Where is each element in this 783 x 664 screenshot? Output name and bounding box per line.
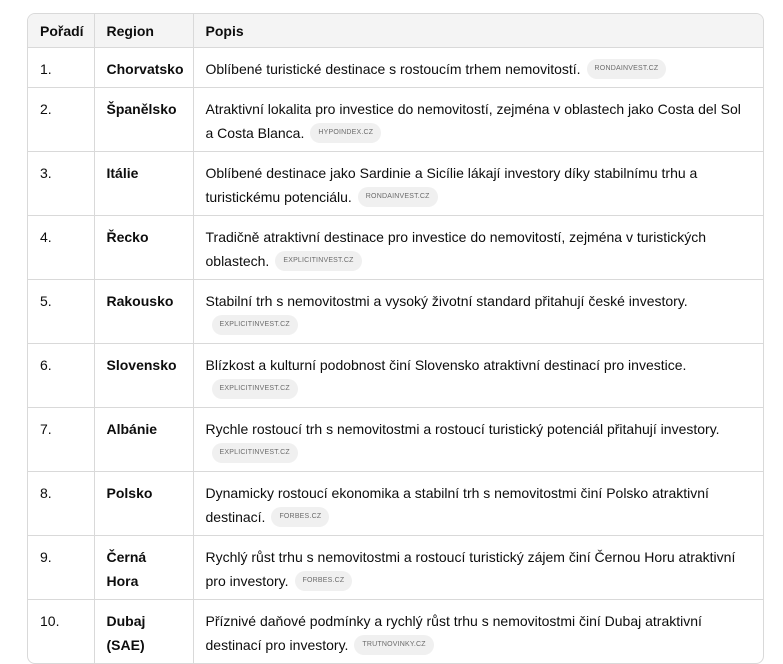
row-description: Rychle rostoucí trh s nemovitostmi a rostoucí turistický potenciál přitahují investory. [205, 421, 720, 437]
row-description-cell [193, 216, 763, 280]
investment-regions-table [27, 13, 764, 664]
header-description: Popis [193, 14, 763, 48]
row-description-cell [193, 152, 763, 216]
row-description-cell [193, 408, 763, 472]
row-region: Albánie [94, 408, 193, 472]
table-row [28, 216, 763, 280]
row-description: Atraktivní lokalita pro investice do nemovitostí, zejména v oblastech jako Costa del Sol a Costa Blanca. [205, 101, 741, 141]
row-rank: 3. [28, 152, 94, 216]
table-row [28, 152, 763, 216]
row-description-cell [193, 600, 763, 664]
header-rank: Pořadí [28, 14, 94, 48]
data-table [28, 14, 763, 663]
table-row [28, 600, 763, 664]
row-description-cell [193, 48, 763, 88]
row-rank: 9. [28, 536, 94, 600]
table-row [28, 408, 763, 472]
row-rank: 2. [28, 88, 94, 152]
table-body [28, 48, 763, 664]
row-rank: 10. [40, 613, 60, 629]
table-row [28, 536, 763, 600]
row-region: Slovensko [94, 344, 193, 408]
row-description-cell [193, 344, 763, 408]
source-citation-link[interactable]: EXPLICITINVEST.CZ [212, 315, 298, 335]
row-region: Polsko [94, 472, 193, 536]
row-description-cell [193, 280, 763, 344]
row-description: Rychlý růst trhu s nemovitostmi a rostoucí turistický zájem činí Černou Horu atraktivní pro investory. [205, 549, 736, 589]
row-region: Španělsko [94, 88, 193, 152]
row-rank: 5. [28, 280, 94, 344]
source-citation-link[interactable]: EXPLICITINVEST.CZ [212, 443, 298, 463]
source-citation-link[interactable]: EXPLICITINVEST.CZ [275, 251, 361, 271]
source-citation-link[interactable]: FORBES.CZ [295, 571, 353, 591]
row-description-cell [193, 536, 763, 600]
row-description: Stabilní trh s nemovitostmi a vysoký životní standard přitahují české investory. [205, 293, 688, 309]
row-region: Řecko [94, 216, 193, 280]
row-rank: 1. [28, 48, 94, 88]
row-description: Tradičně atraktivní destinace pro investice do nemovitostí, zejména v turistických oblastech. [205, 229, 707, 269]
row-rank: 7. [28, 408, 94, 472]
table-row [28, 344, 763, 408]
source-citation-link[interactable]: FORBES.CZ [271, 507, 329, 527]
row-region: Dubaj (SAE) [94, 600, 193, 664]
table-row [28, 48, 763, 88]
table-row [28, 472, 763, 536]
row-rank: 6. [28, 344, 94, 408]
row-description: Blízkost a kulturní podobnost činí Slovensko atraktivní destinací pro investice. [205, 357, 687, 373]
row-region: Itálie [94, 152, 193, 216]
row-description: Oblíbené turistické destinace s rostoucím trhem nemovitostí. [205, 61, 581, 77]
row-region: Černá Hora [94, 536, 193, 600]
row-description-cell [193, 88, 763, 152]
row-rank: 4. [28, 216, 94, 280]
table-row [28, 88, 763, 152]
row-rank: 8. [28, 472, 94, 536]
header-region: Region [94, 14, 193, 48]
row-region: Chorvatsko [94, 48, 193, 88]
source-citation-link[interactable]: RONDAINVEST.CZ [358, 187, 438, 207]
table-header [28, 14, 763, 48]
row-description: Dynamicky rostoucí ekonomika a stabilní trh s nemovitostmi činí Polsko atraktivní destinací. [205, 485, 709, 525]
table-row [28, 280, 763, 344]
source-citation-link[interactable]: HYPOINDEX.CZ [310, 123, 381, 143]
row-description: Oblíbené destinace jako Sardinie a Sicílie lákají investory díky stabilnímu trhu a turistickému potenciálu. [205, 165, 698, 205]
row-description: Příznivé daňové podmínky a rychlý růst trhu s nemovitostmi činí Dubaj atraktivní destinací pro investory. [205, 613, 702, 653]
source-citation-link[interactable]: EXPLICITINVEST.CZ [212, 379, 298, 399]
row-description-cell [193, 472, 763, 536]
source-citation-link[interactable]: TRUTNOVINKY.CZ [354, 635, 433, 655]
source-citation-link[interactable]: RONDAINVEST.CZ [587, 59, 667, 79]
row-region: Rakousko [94, 280, 193, 344]
